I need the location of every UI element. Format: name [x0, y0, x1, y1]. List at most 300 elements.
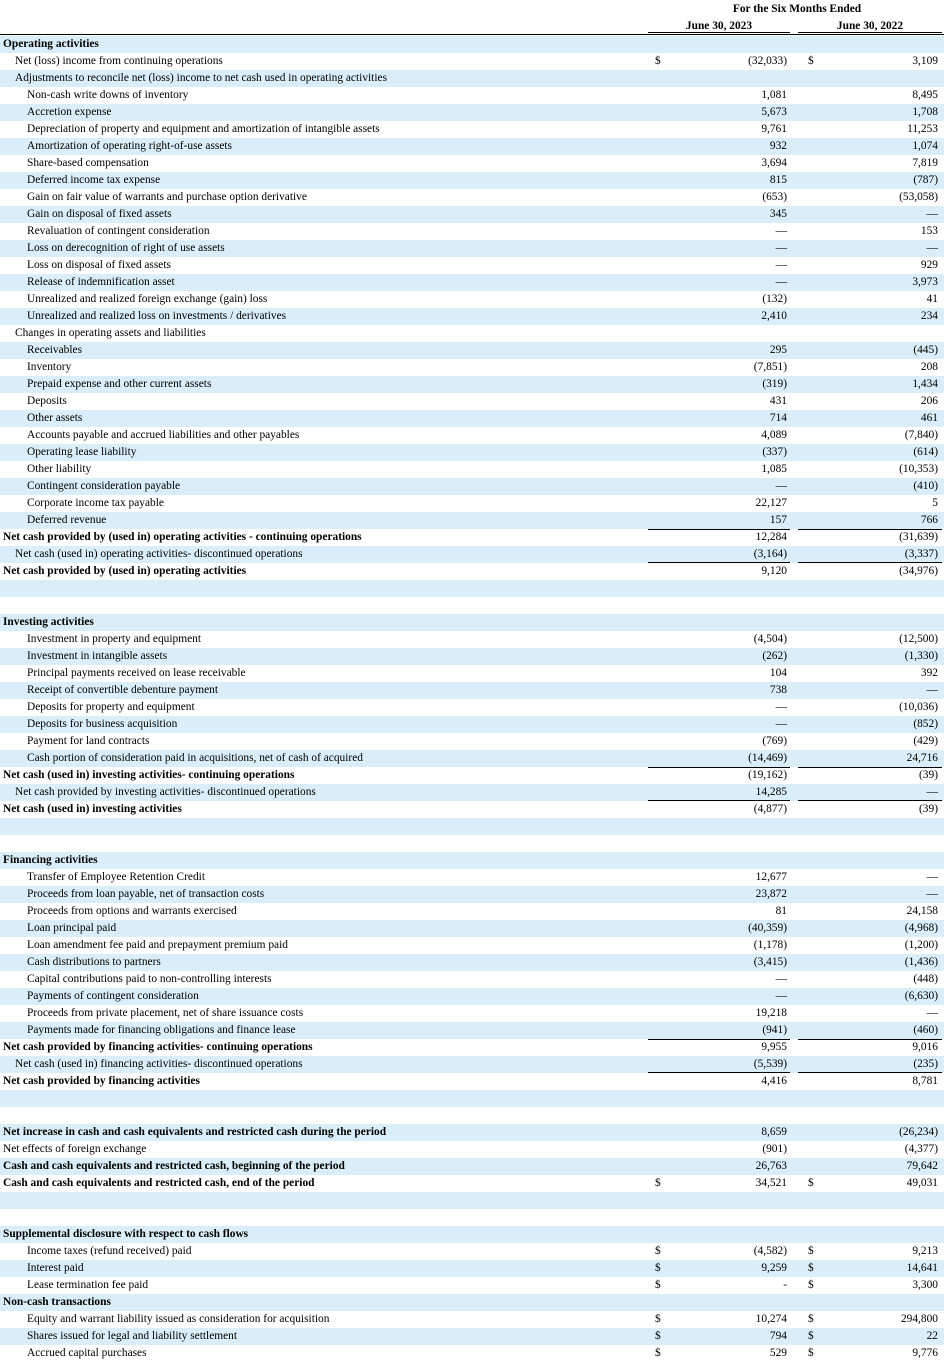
value-2023: (319) — [762, 378, 787, 390]
row-label: Cash distributions to partners — [27, 956, 161, 968]
row-label: Net cash (used in) investing activities- continuing operations — [3, 769, 295, 781]
value-2022: 294,800 — [900, 1313, 938, 1325]
value-2022: (39) — [919, 803, 938, 815]
value-2023: — — [775, 242, 787, 254]
value-2022: — — [926, 1007, 938, 1019]
row-label: Other liability — [27, 463, 92, 475]
row-label: Accrued capital purchases — [27, 1347, 147, 1359]
currency-symbol-2023: $ — [655, 1245, 661, 1257]
row-label: Net cash provided by (used in) operating activities — [3, 565, 247, 577]
row-label: Income taxes (refund received) paid — [27, 1245, 192, 1257]
table-row — [0, 835, 944, 852]
value-2022: 208 — [920, 361, 938, 373]
value-2023: — — [775, 259, 787, 271]
value-2022: (4,968) — [904, 922, 938, 934]
table-row — [0, 427, 944, 444]
row-label: Supplemental disclosure with respect to cash flows — [3, 1228, 249, 1240]
table-row — [0, 869, 944, 886]
row-label: Unrealized and realized loss on investments / derivatives — [27, 310, 287, 322]
currency-symbol-2022: $ — [808, 1330, 814, 1342]
row-label: Amortization of operating right-of-use assets — [27, 140, 232, 152]
row-label: Principal payments received on lease receivable — [27, 667, 246, 679]
row-label: Contingent consideration payable — [27, 480, 181, 492]
table-row — [0, 1192, 944, 1209]
value-2022: (10,036) — [899, 701, 938, 713]
currency-symbol-2023: $ — [655, 1347, 661, 1359]
row-label: Gain on disposal of fixed assets — [27, 208, 172, 220]
table-row — [0, 1158, 944, 1175]
value-2022: (410) — [913, 480, 938, 492]
table-row — [0, 512, 944, 529]
value-2023: 23,872 — [755, 888, 787, 900]
value-2023: 22,127 — [755, 497, 787, 509]
currency-symbol-2022: $ — [808, 55, 814, 67]
value-2023: 431 — [769, 395, 787, 407]
currency-symbol-2023: $ — [655, 1262, 661, 1274]
value-2023: — — [775, 718, 787, 730]
row-label: Operating activities — [3, 38, 99, 50]
table-row — [0, 1328, 944, 1345]
row-label: Non-cash write downs of inventory — [27, 89, 189, 101]
value-2023: 9,120 — [761, 565, 787, 577]
row-label: Receipt of convertible debenture payment — [27, 684, 219, 696]
value-2023: (4,504) — [753, 633, 787, 645]
table-row — [0, 206, 944, 223]
value-2022: 234 — [920, 310, 938, 322]
value-2022: (614) — [913, 446, 938, 458]
value-2022: 153 — [920, 225, 938, 237]
value-2022: (445) — [913, 344, 938, 356]
value-2022: — — [926, 871, 938, 883]
table-row — [0, 818, 944, 835]
period-heading: For the Six Months Ended — [732, 3, 862, 15]
currency-symbol-2023: $ — [655, 1330, 661, 1342]
row-label: Accounts payable and accrued liabilities and other payables — [27, 429, 300, 441]
table-row — [0, 716, 944, 733]
table-row — [0, 359, 944, 376]
value-2022: 5 — [932, 497, 938, 509]
table-row — [0, 1260, 944, 1277]
table-row — [0, 240, 944, 257]
table-row — [0, 87, 944, 104]
row-label: Payments made for financing obligations and finance lease — [27, 1024, 296, 1036]
row-label: Other assets — [27, 412, 83, 424]
table-row — [0, 1073, 944, 1090]
value-2022: (1,436) — [904, 956, 938, 968]
table-row — [0, 325, 944, 342]
table-row — [0, 546, 944, 563]
value-2022: — — [926, 684, 938, 696]
value-2022: 929 — [920, 259, 938, 271]
value-2023: (4,582) — [753, 1245, 787, 1257]
table-row — [0, 121, 944, 138]
value-2022: (39) — [919, 769, 938, 781]
value-2022: (235) — [913, 1058, 938, 1070]
value-2023: 345 — [769, 208, 787, 220]
value-2022: (1,200) — [904, 939, 938, 951]
value-2022: — — [926, 786, 938, 798]
value-2022: (1,330) — [904, 650, 938, 662]
row-label: Proceeds from private placement, net of share issuance costs — [27, 1007, 304, 1019]
row-label: Loss on disposal of fixed assets — [27, 259, 171, 271]
table-row — [0, 971, 944, 988]
row-label: Investment in intangible assets — [27, 650, 168, 662]
row-label: Receivables — [27, 344, 83, 356]
value-2022: 22 — [926, 1330, 938, 1342]
value-2022: (4,377) — [904, 1143, 938, 1155]
value-2022: 9,213 — [912, 1245, 938, 1257]
subtotal-rule — [648, 1039, 790, 1040]
value-2022: 79,642 — [906, 1160, 938, 1172]
row-label: Changes in operating assets and liabilities — [15, 327, 206, 339]
currency-symbol-2022: $ — [808, 1313, 814, 1325]
value-2023: (5,539) — [753, 1058, 787, 1070]
value-2023: 2,410 — [761, 310, 787, 322]
value-2023: — — [775, 973, 787, 985]
table-row — [0, 257, 944, 274]
value-2023: 19,218 — [755, 1007, 787, 1019]
row-label: Deferred revenue — [27, 514, 107, 526]
value-2022: 8,495 — [912, 89, 938, 101]
row-label: Inventory — [27, 361, 72, 373]
value-2022: — — [926, 242, 938, 254]
value-2023: (1,178) — [753, 939, 787, 951]
value-2023: 34,521 — [755, 1177, 787, 1189]
table-row — [0, 1277, 944, 1294]
value-2022: 8,781 — [912, 1075, 938, 1087]
table-row — [0, 614, 944, 631]
row-label: Investing activities — [3, 616, 94, 628]
table-row — [0, 852, 944, 869]
table-row — [0, 495, 944, 512]
currency-symbol-2022: $ — [808, 1177, 814, 1189]
row-label: Deposits for property and equipment — [27, 701, 195, 713]
column-heading-2022: June 30, 2022 — [798, 20, 942, 33]
value-2023: (337) — [762, 446, 787, 458]
value-2023: 3,694 — [761, 157, 787, 169]
table-row — [0, 1022, 944, 1039]
currency-symbol-2023: $ — [655, 1313, 661, 1325]
row-label: Corporate income tax payable — [27, 497, 164, 509]
value-2023: 4,416 — [761, 1075, 787, 1087]
table-row — [0, 1311, 944, 1328]
table-row — [0, 1124, 944, 1141]
header-rule — [0, 34, 944, 35]
row-label: Proceeds from options and warrants exercised — [27, 905, 237, 917]
table-row — [0, 1243, 944, 1260]
table-row — [0, 529, 944, 546]
subtotal-rule — [648, 529, 790, 530]
value-2023: (132) — [762, 293, 787, 305]
column-heading-2023: June 30, 2023 — [648, 20, 790, 33]
value-2023: (769) — [762, 735, 787, 747]
value-2022: 206 — [920, 395, 938, 407]
table-row — [0, 444, 944, 461]
table-row — [0, 954, 944, 971]
table-row — [0, 376, 944, 393]
value-2023: — — [775, 701, 787, 713]
value-2023: 794 — [769, 1330, 787, 1342]
value-2023: (14,469) — [748, 752, 787, 764]
value-2023: 529 — [769, 1347, 787, 1359]
value-2023: 9,761 — [761, 123, 787, 135]
table-row — [0, 1209, 944, 1226]
value-2022: 766 — [920, 514, 938, 526]
row-label: Investment in property and equipment — [27, 633, 201, 645]
currency-symbol-2023: $ — [655, 55, 661, 67]
table-row — [0, 1005, 944, 1022]
row-label: Prepaid expense and other current assets — [27, 378, 212, 390]
value-2023: - — [783, 1279, 787, 1291]
row-label: Revaluation of contingent consideration — [27, 225, 210, 237]
value-2023: (901) — [762, 1143, 787, 1155]
value-2023: 1,085 — [761, 463, 787, 475]
value-2022: 41 — [926, 293, 938, 305]
row-label: Loan amendment fee paid and prepayment premium paid — [27, 939, 288, 951]
row-label: Net cash (used in) operating activities- discontinued operations — [15, 548, 303, 560]
value-2022: 3,300 — [912, 1279, 938, 1291]
row-label: Payments of contingent consideration — [27, 990, 199, 1002]
row-label: Loss on derecognition of right of use assets — [27, 242, 225, 254]
table-header — [0, 0, 944, 36]
table-row — [0, 172, 944, 189]
row-label: Capital contributions paid to non-controlling interests — [27, 973, 272, 985]
table-row — [0, 189, 944, 206]
value-2022: 14,641 — [906, 1262, 938, 1274]
row-label: Financing activities — [3, 854, 98, 866]
value-2023: (941) — [762, 1024, 787, 1036]
table-row — [0, 665, 944, 682]
row-label: Deferred income tax expense — [27, 174, 161, 186]
table-row — [0, 699, 944, 716]
value-2022: 3,109 — [912, 55, 938, 67]
currency-symbol-2022: $ — [808, 1279, 814, 1291]
row-label: Net (loss) income from continuing operations — [15, 55, 223, 67]
table-row — [0, 920, 944, 937]
row-label: Shares issued for legal and liability settlement — [27, 1330, 238, 1342]
value-2022: (460) — [913, 1024, 938, 1036]
value-2022: (429) — [913, 735, 938, 747]
value-2023: 9,955 — [761, 1041, 787, 1053]
value-2023: (4,877) — [753, 803, 787, 815]
table-row — [0, 36, 944, 53]
table-row — [0, 750, 944, 767]
value-2023: (653) — [762, 191, 787, 203]
currency-symbol-2023: $ — [655, 1279, 661, 1291]
table-row — [0, 784, 944, 801]
value-2023: 5,673 — [761, 106, 787, 118]
row-label: Net cash provided by financing activities- continuing operations — [3, 1041, 313, 1053]
table-row — [0, 1107, 944, 1124]
value-2022: 9,776 — [912, 1347, 938, 1359]
cash-flow-table — [0, 36, 944, 1362]
value-2023: 738 — [769, 684, 787, 696]
table-row — [0, 1226, 944, 1243]
row-label: Net cash provided by investing activities- discontinued operations — [15, 786, 316, 798]
value-2022: (34,976) — [899, 565, 938, 577]
row-label: Unrealized and realized foreign exchange (gain) loss — [27, 293, 268, 305]
table-row — [0, 886, 944, 903]
value-2022: (53,058) — [899, 191, 938, 203]
value-2023: 81 — [775, 905, 787, 917]
row-label: Loan principal paid — [27, 922, 117, 934]
table-row — [0, 410, 944, 427]
row-label: Net increase in cash and cash equivalents and restricted cash during the period — [3, 1126, 387, 1138]
table-row — [0, 342, 944, 359]
row-label: Interest paid — [27, 1262, 84, 1274]
row-label: Gain on fair value of warrants and purchase option derivative — [27, 191, 307, 203]
row-label: Payment for land contracts — [27, 735, 150, 747]
table-row — [0, 1294, 944, 1311]
value-2022: (7,840) — [904, 429, 938, 441]
value-2023: 4,089 — [761, 429, 787, 441]
row-label: Proceeds from loan payable, net of transaction costs — [27, 888, 265, 900]
value-2023: — — [775, 990, 787, 1002]
table-row — [0, 563, 944, 580]
value-2022: (787) — [913, 174, 938, 186]
value-2022: 461 — [920, 412, 938, 424]
table-row — [0, 597, 944, 614]
value-2023: (7,851) — [753, 361, 787, 373]
value-2023: 295 — [769, 344, 787, 356]
table-row — [0, 53, 944, 70]
table-row — [0, 937, 944, 954]
table-row — [0, 988, 944, 1005]
value-2022: 11,253 — [907, 123, 938, 135]
row-label: Cash and cash equivalents and restricted cash, end of the period — [3, 1177, 315, 1189]
value-2022: 9,016 — [912, 1041, 938, 1053]
table-row — [0, 461, 944, 478]
row-label: Release of indemnification asset — [27, 276, 175, 288]
table-row — [0, 291, 944, 308]
value-2023: 157 — [769, 514, 787, 526]
table-row — [0, 801, 944, 818]
value-2023: (262) — [762, 650, 787, 662]
value-2022: 1,434 — [912, 378, 938, 390]
row-label: Transfer of Employee Retention Credit — [27, 871, 205, 883]
subtotal-rule — [798, 529, 942, 530]
value-2022: (3,337) — [904, 548, 938, 560]
value-2023: (32,033) — [748, 55, 787, 67]
currency-symbol-2022: $ — [808, 1347, 814, 1359]
table-row — [0, 1090, 944, 1107]
table-row — [0, 631, 944, 648]
table-row — [0, 478, 944, 495]
value-2023: (19,162) — [748, 769, 787, 781]
row-label: Share-based compensation — [27, 157, 149, 169]
row-label: Net cash provided by financing activities — [3, 1075, 200, 1087]
row-label: Accretion expense — [27, 106, 112, 118]
value-2022: — — [926, 888, 938, 900]
table-row — [0, 903, 944, 920]
row-label: Net cash provided by (used in) operating activities - continuing operations — [3, 531, 362, 543]
table-row — [0, 1141, 944, 1158]
value-2023: (3,164) — [753, 548, 787, 560]
value-2023: 12,284 — [755, 531, 787, 543]
value-2022: — — [926, 208, 938, 220]
table-row — [0, 1175, 944, 1192]
row-label: Deposits for business acquisition — [27, 718, 178, 730]
row-label: Deposits — [27, 395, 67, 407]
value-2022: (26,234) — [899, 1126, 938, 1138]
table-row — [0, 155, 944, 172]
value-2022: 3,973 — [912, 276, 938, 288]
currency-symbol-2022: $ — [808, 1262, 814, 1274]
table-row — [0, 70, 944, 87]
value-2023: 815 — [769, 174, 787, 186]
table-row — [0, 1056, 944, 1073]
row-label: Operating lease liability — [27, 446, 137, 458]
value-2023: 932 — [769, 140, 787, 152]
table-row — [0, 682, 944, 699]
value-2023: — — [775, 480, 787, 492]
table-row — [0, 767, 944, 784]
value-2023: 10,274 — [755, 1313, 787, 1325]
table-row — [0, 104, 944, 121]
table-row — [0, 274, 944, 291]
row-label: Net effects of foreign exchange — [3, 1143, 147, 1155]
value-2023: 12,677 — [755, 871, 787, 883]
table-row — [0, 733, 944, 750]
value-2022: 1,074 — [912, 140, 938, 152]
value-2022: 392 — [920, 667, 938, 679]
currency-symbol-2022: $ — [808, 1245, 814, 1257]
value-2023: 1,081 — [761, 89, 787, 101]
subtotal-rule — [648, 767, 790, 768]
table-row — [0, 1039, 944, 1056]
subtotal-rule — [798, 767, 942, 768]
row-label: Net cash (used in) financing activities- discontinued operations — [15, 1058, 303, 1070]
table-row — [0, 1345, 944, 1362]
value-2022: 49,031 — [906, 1177, 938, 1189]
value-2023: 714 — [769, 412, 787, 424]
value-2022: 7,819 — [912, 157, 938, 169]
table-row — [0, 580, 944, 597]
value-2022: (448) — [913, 973, 938, 985]
value-2022: 24,716 — [906, 752, 938, 764]
value-2022: (852) — [913, 718, 938, 730]
value-2023: 8,659 — [761, 1126, 787, 1138]
row-label: Adjustments to reconcile net (loss) income to net cash used in operating activities — [15, 72, 387, 84]
value-2023: 9,259 — [761, 1262, 787, 1274]
table-row — [0, 223, 944, 240]
row-label: Net cash (used in) investing activities — [3, 803, 182, 815]
value-2023: 14,285 — [755, 786, 787, 798]
row-label: Cash and cash equivalents and restricted cash, beginning of the period — [3, 1160, 345, 1172]
table-row — [0, 308, 944, 325]
value-2022: (12,500) — [899, 633, 938, 645]
row-label: Non-cash transactions — [3, 1296, 111, 1308]
table-row — [0, 648, 944, 665]
value-2022: (6,630) — [904, 990, 938, 1002]
row-label: Equity and warrant liability issued as consideration for acquisition — [27, 1313, 330, 1325]
row-label: Cash portion of consideration paid in acquisitions, net of cash of acquired — [27, 752, 363, 764]
value-2022: 24,158 — [906, 905, 938, 917]
row-label: Lease termination fee paid — [27, 1279, 149, 1291]
value-2023: (3,415) — [753, 956, 787, 968]
value-2022: (31,639) — [899, 531, 938, 543]
row-label: Depreciation of property and equipment and amortization of intangible assets — [27, 123, 380, 135]
table-row — [0, 393, 944, 410]
value-2022: (10,353) — [899, 463, 938, 475]
value-2023: 104 — [769, 667, 787, 679]
subtotal-rule — [798, 1039, 942, 1040]
value-2023: — — [775, 276, 787, 288]
table-row — [0, 138, 944, 155]
value-2023: (40,359) — [748, 922, 787, 934]
currency-symbol-2023: $ — [655, 1177, 661, 1189]
value-2022: 1,708 — [912, 106, 938, 118]
